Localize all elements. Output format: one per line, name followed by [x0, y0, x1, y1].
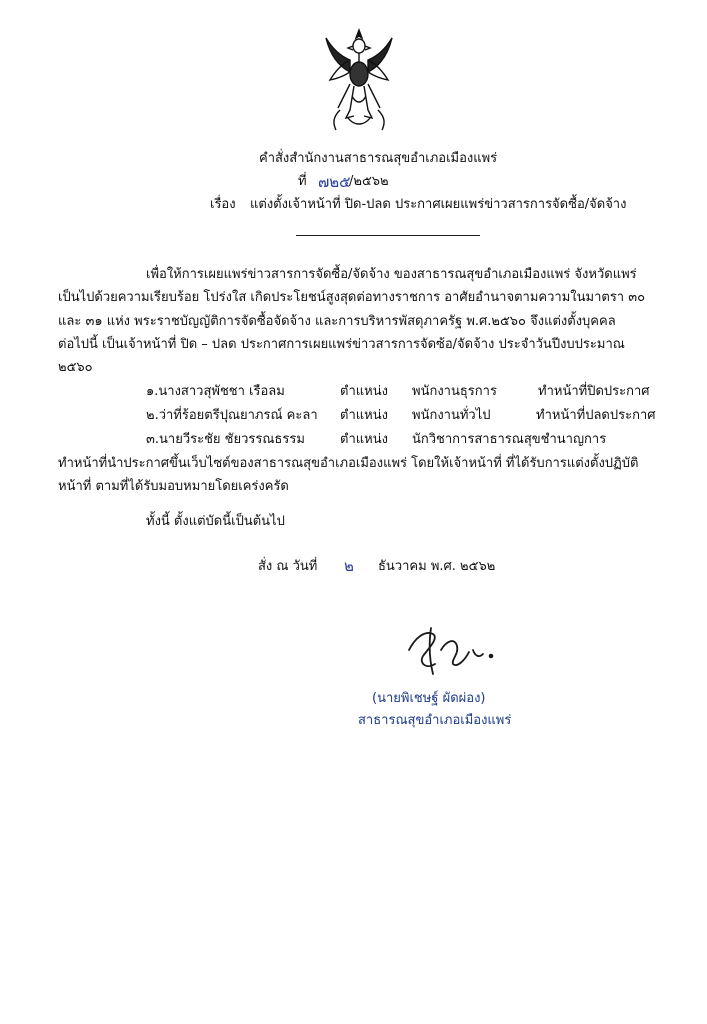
staff-position-2: พนักงานทั่วไป	[412, 408, 491, 423]
staff-duty-1: ทำหน้าที่ปิดประกาศ	[538, 384, 650, 399]
staff-position-label-1: ตำแหน่ง	[340, 384, 388, 399]
order-date-prefix: สั่ง ณ วันที่	[258, 559, 318, 574]
order-month-year: ธันวาคม พ.ศ. ๒๕๖๒	[378, 559, 496, 574]
staff-name-2: ๒.ว่าที่ร้อยตรีปุณยาภรณ์ คะลา	[146, 408, 318, 423]
signer-title: สาธารณสุขอำเภอเมืองแพร่	[358, 713, 512, 728]
order-number-prefix: ที่	[298, 174, 307, 189]
subject-text: แต่งตั้งเจ้าหน้าที่ ปิด-ปลด ประกาศเผยแพร่ข่าวสารการจัดซื้อ/จัดจ้าง	[250, 197, 627, 212]
staff-position-label-3: ตำแหน่ง	[340, 432, 388, 447]
order-number-handwritten: ๗๒๕	[318, 173, 351, 191]
signer-name: (นายพิเชษฐ์ ผัดผ่อง)	[372, 691, 486, 706]
staff-name-3: ๓.นายวีระชัย ชัยวรรณธรรม	[146, 432, 305, 447]
paragraph-line-3: และ ๓๑ แห่ง พระราชบัญญัติการจัดซื้อจัดจ้าง และการบริหารพัสดุภาครัฐ พ.ศ.๒๕๖๐ จึงแต่งตั้งบุคคล	[58, 314, 616, 329]
paragraph-line-1: เพื่อให้การเผยแพร่ข่าวสารการจัดซื้อ/จัดจ้าง ของสาธารณสุขอำเภอเมืองแพร่ จังหวัดแพร่	[146, 267, 637, 282]
garuda-emblem-icon	[320, 26, 398, 134]
paragraph-line-4: ต่อไปนี้ เป็นเจ้าหน้าที่ ปิด – ปลด ประกาศการเผยแพร่ข่าวสารการจัดซ้อ/จัดจ้าง ประจำวันปีงบประมาณ	[58, 337, 625, 352]
duty-line-2: หน้าที่ ตามที่ได้รับมอบหมายโดยเคร่งครัด	[58, 479, 289, 494]
staff-name-1: ๑.นางสาวสุพัชชา เรือลม	[146, 384, 285, 399]
paragraph-line-5: ๒๕๖๐	[58, 360, 93, 375]
effective-clause: ทั้งนี้ ตั้งแต่บัดนี้เป็นต้นไป	[146, 514, 285, 529]
staff-position-3: นักวิชาการสาธารณสุขชำนาญการ	[412, 432, 607, 447]
paragraph-line-2: เป็นไปด้วยความเรียบร้อย โปร่งใส เกิดประโยชน์สูงสุดต่อทางราชการ อาศัยอำนาจตามความในมาตรา ๓๐	[58, 290, 646, 305]
staff-duty-2: ทำหน้าที่ปลดประกาศ	[536, 408, 656, 423]
order-title: คำสั่งสำนักงานสาธารณสุขอำเภอเมืองแพร่	[259, 151, 498, 166]
staff-position-1: พนักงานธุรการ	[412, 384, 497, 399]
order-day-handwritten: ๒	[344, 557, 354, 575]
header-divider	[296, 235, 480, 236]
subject-label: เรื่อง	[210, 197, 236, 212]
order-number-suffix: /๒๕๖๒	[349, 174, 389, 189]
staff-position-label-2: ตำแหน่ง	[340, 408, 388, 423]
signature-icon	[395, 620, 505, 680]
duty-line-1: ทำหน้าที่นำประกาศขึ้นเว็บไซต์ของสาธารณสุขอำเภอเมืองแพร่ โดยให้เจ้าหน้าที่ ที่ได้รับการแต่งตั้งปฏิบัติ	[58, 456, 639, 471]
